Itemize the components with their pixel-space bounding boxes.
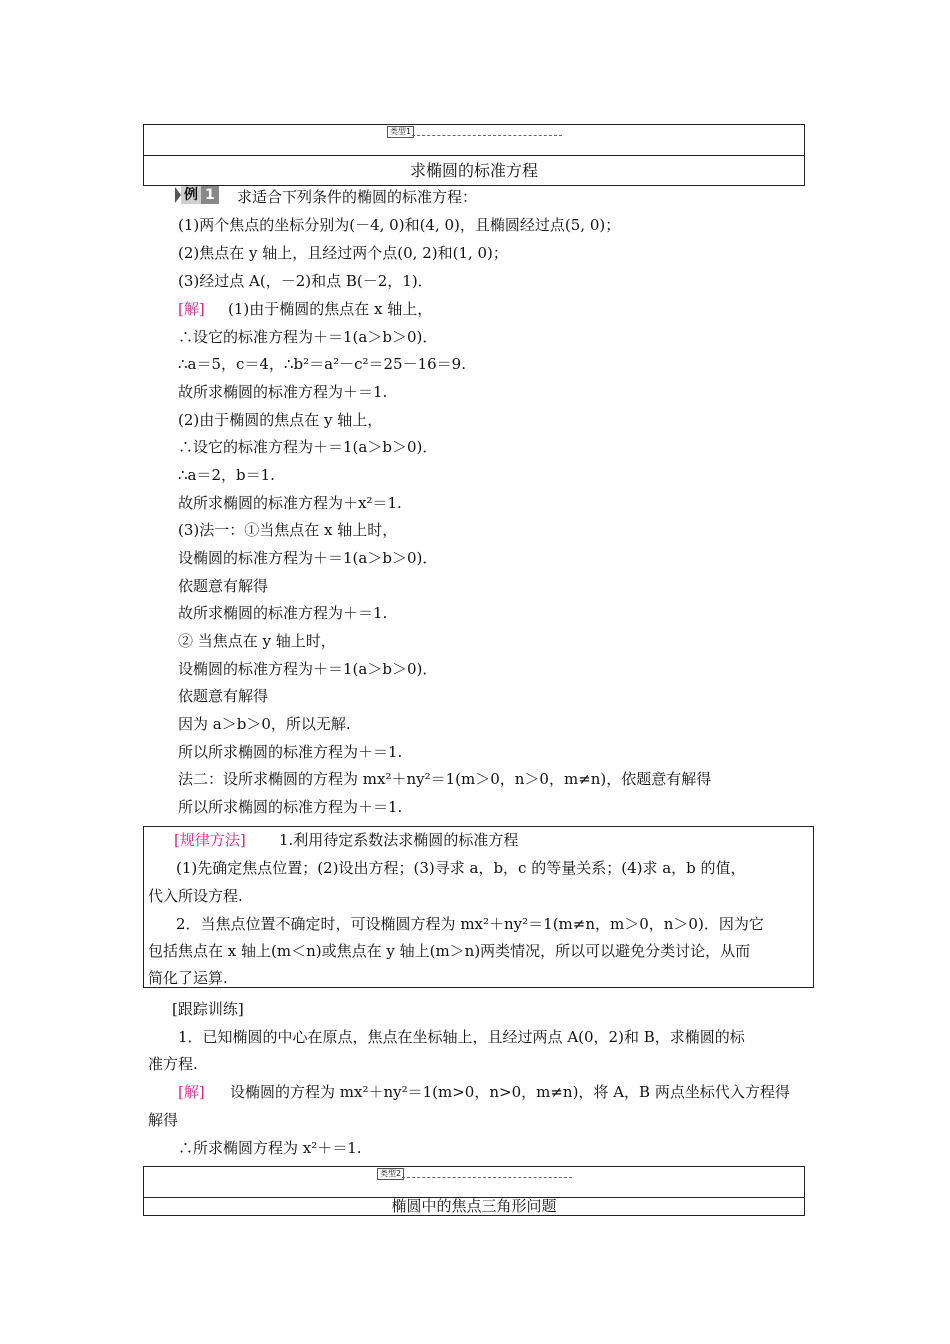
method-line-1: 1.利用待定系数法求椭圆的标准方程 [279, 831, 519, 849]
solution-line-17: 所以所求椭圆的标准方程为＋＝1. [178, 743, 403, 761]
method-line-6: 简化了运算. [148, 969, 228, 987]
condition-2: (2)焦点在 y 轴上，且经过两个点(0, 2)和(1, 0)； [178, 244, 508, 262]
method-line-3: 代入所设方程. [148, 887, 243, 905]
type2-tag-dash [402, 1177, 572, 1178]
type2-tag-row [144, 1167, 804, 1198]
solution-line-14: 设椭圆的标准方程为＋＝1(a＞b＞0)． [178, 660, 438, 678]
method-line-5: 包括焦点在 x 轴上(m＜n)或焦点在 y 轴上(m＞n)两类情况，所以可以避免分类讨论，从而 [148, 942, 751, 960]
solution-line-13: ② 当焦点在 y 轴上时， [178, 632, 336, 650]
solution-line-10: 设椭圆的标准方程为＋＝1(a＞b＞0)． [178, 549, 438, 567]
practice-heading: [跟踪训练] [172, 1000, 244, 1018]
type2-title: 椭圆中的焦点三角形问题 [391, 1197, 557, 1215]
example-number: 1 [201, 186, 219, 204]
solution-line-9: (3)法一：①当焦点在 x 轴上时， [178, 521, 398, 539]
practice-q1-line1: 1．已知椭圆的中心在原点，焦点在坐标轴上，且经过两点 A(0，2)和 B，求椭圆的标 [178, 1028, 745, 1046]
practice-q1-line2: 准方程. [148, 1055, 198, 1073]
solution-line-7: ∴a＝2，b＝1. [178, 466, 275, 484]
solution-line-2: ∴设它的标准方程为＋＝1(a＞b＞0)． [178, 328, 438, 346]
solution-line-1: (1)由于椭圆的焦点在 x 轴上， [228, 300, 433, 318]
practice-solution-2: 解得 [148, 1111, 179, 1129]
type1-tag-row [144, 125, 804, 156]
method-line-2: (1)先确定焦点位置；(2)设出方程；(3)寻求 a，b，c 的等量关系；(4)求 a，b 的值， [176, 859, 746, 877]
practice-solution-label: [解] [178, 1083, 205, 1101]
condition-1: (1)两个焦点的坐标分别为(－4, 0)和(4, 0)，且椭圆经过点(5, 0)； [178, 216, 621, 234]
type1-tag-dash [412, 135, 562, 136]
type2-header-box [143, 1166, 805, 1216]
solution-line-5: (2)由于椭圆的焦点在 y 轴上， [178, 411, 383, 429]
practice-solution-3: ∴所求椭圆方程为 x²＋＝1. [178, 1139, 362, 1157]
condition-3: (3)经过点 A(，－2)和点 B(－2，1)． [178, 272, 433, 290]
example-prompt: 求适合下列条件的椭圆的标准方程： [237, 188, 478, 206]
solution-line-18: 法二：设所求椭圆的方程为 mx²＋ny²＝1(m＞0，n＞0，m≠n)，依题意有解得 [178, 770, 712, 788]
type2-tag: 类型2 [377, 1168, 404, 1180]
solution-line-19: 所以所求椭圆的标准方程为＋＝1. [178, 798, 403, 816]
type1-header-box [143, 124, 805, 186]
example-badge [175, 186, 219, 204]
type1-title: 求椭圆的标准方程 [409, 161, 538, 180]
method-box [143, 826, 814, 988]
type1-tag: 类型1 [387, 126, 414, 138]
practice-solution-1: 设椭圆的方程为 mx²＋ny²＝1(m>0，n>0，m≠n)，将 A，B 两点坐标代入方程得 [230, 1083, 790, 1101]
solution-line-11: 依题意有解得 [178, 577, 269, 595]
solution-line-12: 故所求椭圆的标准方程为＋＝1. [178, 604, 388, 622]
solution-line-15: 依题意有解得 [178, 687, 269, 705]
solution-label: [解] [178, 300, 205, 318]
solution-line-6: ∴设它的标准方程为＋＝1(a＞b＞0)． [178, 438, 438, 456]
solution-line-16: 因为 a＞b＞0，所以无解. [178, 715, 351, 733]
method-label: [规律方法] [174, 831, 246, 849]
solution-line-3: ∴a＝5，c＝4，∴b²＝a²－c²＝25－16＝9. [178, 355, 466, 373]
solution-line-4: 故所求椭圆的标准方程为＋＝1. [178, 383, 388, 401]
solution-line-8: 故所求椭圆的标准方程为＋x²＝1. [178, 494, 402, 512]
example-label: 例 [181, 186, 201, 204]
method-line-4: 2．当焦点位置不确定时，可设椭圆方程为 mx²＋ny²＝1(m≠n，m＞0，n＞0)．因为它 [176, 915, 764, 933]
